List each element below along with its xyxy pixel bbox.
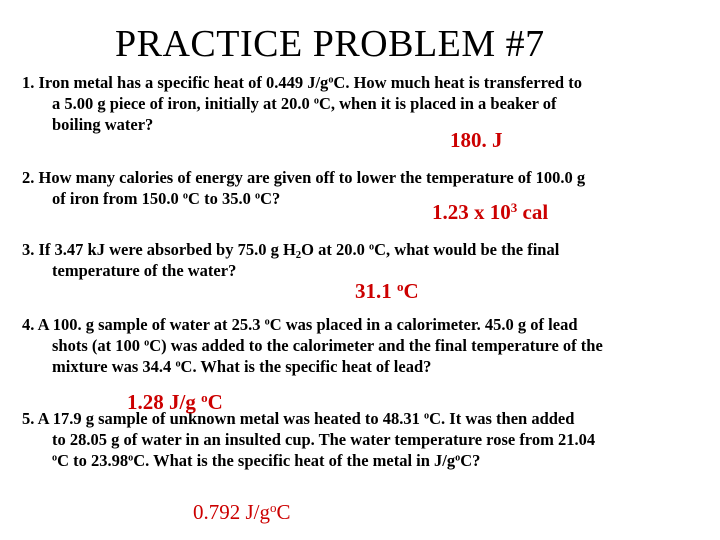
problem-4 xyxy=(22,314,702,377)
answer-5: 0.792 $J/g^oC$ xyxy=(193,499,291,524)
problem-1-line-2: a 5.00 g piece of iron, initially at 20.0 $^o$C, when it is placed in a beaker of xyxy=(52,94,557,113)
answer-1: 180. J xyxy=(450,128,503,152)
answer-3: 31.1 $^o$C xyxy=(355,278,419,303)
problem-5-line-2: to 28.05 g of water in an insulted cup. The water temperature rose from 21.04 xyxy=(52,430,596,449)
problem-1 xyxy=(22,72,702,135)
problem-1-line-3: boiling water? xyxy=(52,115,154,134)
problem-4-line-3: mixture was 34.4 $^o$C. What is the specific heat of lead? xyxy=(52,357,432,376)
problem-2 xyxy=(22,167,702,209)
answer-4: 1.28 J/g $^o$C xyxy=(127,389,223,414)
problem-5-line-1: 5. A 17.9 g sample of unknown metal was heated to 48.31 $^o$C. It was then added xyxy=(22,409,575,428)
problem-1-line-1: 1. Iron metal has a specific heat of 0.449 $J/g^oC$. How much heat is transferred to xyxy=(22,73,582,92)
problem-2-line-2: of iron from 150.0 $^o$C to 35.0 $^o$C? xyxy=(52,189,281,208)
problem-5 xyxy=(22,408,702,471)
page-title: PRACTICE PROBLEM #7 xyxy=(115,23,545,65)
problem-4-line-2: shots (at 100 $^o$C) was added to the calorimeter and the final temperature of the xyxy=(52,336,603,355)
problem-3-line-1: 3. If 3.47 kJ were absorbed by 75.0 g $H_2O$ at 20.0 $^o$C, what would be the final xyxy=(22,240,560,262)
problem-3 xyxy=(22,239,702,281)
problem-4-line-1: 4. A 100. g sample of water at 25.3 $^o$C was placed in a calorimeter. 45.0 g of lead xyxy=(22,315,578,334)
problem-2-line-1: 2. How many calories of energy are given off to lower the temperature of 100.0 g xyxy=(22,168,586,187)
problem-3-line-2: temperature of the water? xyxy=(52,261,237,280)
answer-2: 1.23 x $10^3$ cal xyxy=(432,199,549,224)
problem-5-line-3: $^o$C to 23.98$^o$C. What is the specific heat of the metal in $J/g^oC$? xyxy=(52,451,481,470)
